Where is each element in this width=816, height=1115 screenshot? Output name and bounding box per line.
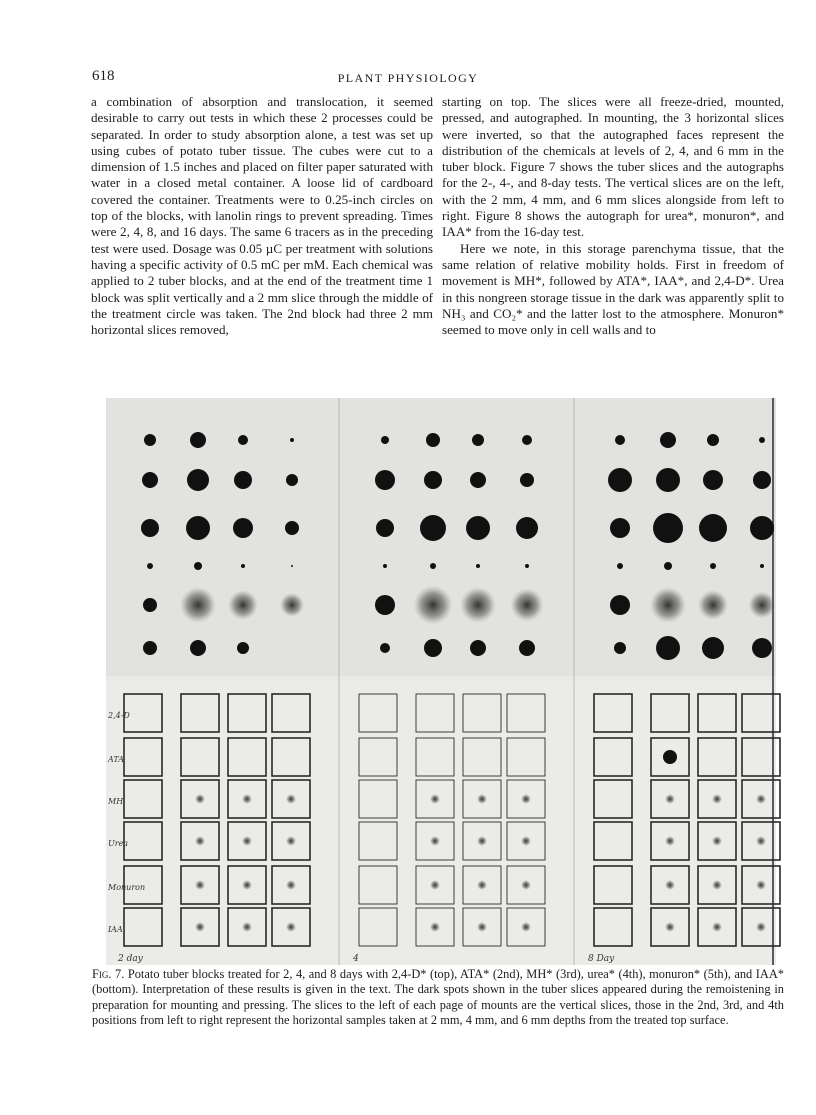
autograph-mark xyxy=(712,836,722,846)
tuber-slice-spot xyxy=(760,564,764,568)
autograph-mark xyxy=(242,880,252,890)
tuber-slice-spot xyxy=(233,518,253,538)
panel-label: 8 Day xyxy=(588,954,615,964)
autograph-mark xyxy=(286,836,296,846)
figure-plate xyxy=(106,398,776,965)
tuber-slice-spot xyxy=(186,516,210,540)
autograph-mark xyxy=(521,880,531,890)
tuber-slice-spot xyxy=(285,521,299,535)
tuber-slice-spot xyxy=(381,436,389,444)
row-label: Urea xyxy=(108,839,129,848)
tuber-slice-spot xyxy=(476,564,480,568)
tuber-slice-spot xyxy=(376,519,394,537)
right-column xyxy=(442,94,784,338)
tuber-slice-spot xyxy=(280,593,304,617)
tuber-slice-spot xyxy=(702,637,724,659)
tuber-slice-spot xyxy=(383,564,387,568)
tuber-slice-spot xyxy=(511,589,544,622)
tuber-slice-spot xyxy=(752,638,772,658)
autograph-mark xyxy=(242,794,252,804)
tuber-slice-spot xyxy=(460,587,496,623)
autograph-mark xyxy=(521,922,531,932)
autograph-mark xyxy=(665,922,675,932)
tuber-slice-spot xyxy=(290,438,294,442)
figure-7 xyxy=(106,398,776,965)
row-label: Monuron xyxy=(108,883,146,892)
tuber-slice-spot xyxy=(470,640,486,656)
tuber-slice-spot xyxy=(141,519,159,537)
tuber-slice-spot xyxy=(466,516,490,540)
row-label: 2,4-D xyxy=(108,711,130,720)
autograph-mark xyxy=(242,836,252,846)
figure-caption-label: Fig. 7. xyxy=(92,967,125,981)
tuber-slice-spot xyxy=(610,518,630,538)
autograph-mark xyxy=(430,794,440,804)
left-column xyxy=(91,94,433,338)
autograph-mark xyxy=(477,880,487,890)
tuber-slice-spot xyxy=(703,470,723,490)
tuber-slice-spot xyxy=(194,562,202,570)
tuber-slice-spot xyxy=(750,516,774,540)
autograph-mark xyxy=(521,794,531,804)
autograph-mark xyxy=(286,922,296,932)
autograph-mark xyxy=(430,880,440,890)
autograph-mark xyxy=(665,794,675,804)
tuber-slice-spot xyxy=(522,435,532,445)
tuber-slice-spot xyxy=(472,434,484,446)
autograph-mark xyxy=(756,836,766,846)
panel-label: 2 day xyxy=(118,954,143,964)
tuber-slice-spot xyxy=(759,437,765,443)
tuber-slice-spot xyxy=(516,517,538,539)
autograph-mark xyxy=(477,922,487,932)
tuber-slice-spot xyxy=(190,432,206,448)
autograph-mark xyxy=(430,836,440,846)
tuber-slice-spot xyxy=(291,565,293,567)
autograph-mark xyxy=(756,794,766,804)
tuber-slice-spot xyxy=(520,473,534,487)
autograph-mark xyxy=(521,836,531,846)
tuber-slice-spot xyxy=(143,598,157,612)
tuber-slice-spot xyxy=(190,640,206,656)
row-label: MH xyxy=(108,797,124,806)
tuber-slice-spot xyxy=(617,563,623,569)
tuber-slice-spot xyxy=(414,586,453,625)
figure-caption xyxy=(92,967,784,1029)
autograph-mark xyxy=(756,922,766,932)
lower-plate-background xyxy=(106,681,776,965)
tuber-slice-spot xyxy=(753,471,771,489)
tuber-slice-spot xyxy=(187,469,209,491)
autograph-mark xyxy=(477,794,487,804)
row-label: ATA xyxy=(108,755,125,764)
tuber-slice-spot xyxy=(653,513,683,543)
tuber-slice-spot xyxy=(710,563,716,569)
tuber-slice-spot xyxy=(664,562,672,570)
autograph-mark xyxy=(477,836,487,846)
right-column-paragraph-1: starting on top. The slices were all freeze-dried, mounted, pressed, and autographed. In mounting, the 3 horizontal slices were inverted, so that the autographed faces represent the distribution of the chemicals at levels of 2, 4, and 6 mm in the tuber block. Figure 7 shows the tuber slices and the autographs for the 2-, 4-, and 8-day tests. The vertical slices are on the left, with the 2 mm, 4 mm, and 6 mm slices alongside from left to right. Figure 8 shows the autograph for urea*, monuron*, and IAA* from the 16-day test. xyxy=(442,94,784,240)
running-head: PLANT PHYSIOLOGY xyxy=(337,71,479,85)
tuber-slice-spot xyxy=(380,643,390,653)
tuber-slice-spot xyxy=(142,472,158,488)
tuber-slice-spot xyxy=(698,590,728,620)
tuber-slice-spot xyxy=(241,564,245,568)
tuber-slice-spot xyxy=(424,639,442,657)
autograph-mark xyxy=(712,794,722,804)
autograph-mark xyxy=(195,794,205,804)
tuber-slice-spot xyxy=(420,515,446,541)
autograph-mark xyxy=(286,794,296,804)
autograph-mark xyxy=(195,836,205,846)
left-column-text: a combination of absorption and translocation, it seemed desirable to carry out tests in which these 2 processes could be separated. In order to study absorption alone, a test was set up using cubes of potato tuber tissue. The cubes were cut to a dimension of 1.5 inches and placed on filter paper saturated with water in a closed metal container. A loose lid of cardboard covered the container. Treatments were to 0.25-inch circles on top of the blocks, with lanolin rings to prevent spreading. Times were 2, 4, 8, and 16 days. The same 6 tracers as in the preceding test were used. Dosage was 0.05 µC per treatment with solutions having a specific activity of 0.5 mC per mM. Each chemical was applied to 2 tuber blocks, and at the end of the treatment time 1 block was split vertically and a 2 mm slice through the middle of the treatment circle was taken. The 2nd block had three 2 mm horizontal slices removed, xyxy=(91,94,433,338)
page-number: 618 xyxy=(92,68,115,84)
tuber-slice-spot xyxy=(180,587,216,623)
autograph-mark xyxy=(195,922,205,932)
tuber-slice-spot xyxy=(430,563,436,569)
tuber-slice-spot xyxy=(375,595,395,615)
tuber-slice-spot xyxy=(143,641,157,655)
tuber-slice-spot xyxy=(699,514,727,542)
tuber-slice-spot xyxy=(615,435,625,445)
tuber-slice-spot xyxy=(749,592,776,619)
autograph-mark xyxy=(430,922,440,932)
tuber-slice-spot xyxy=(238,435,248,445)
autograph-mark xyxy=(242,922,252,932)
autograph-mark xyxy=(286,880,296,890)
tuber-slice-spot xyxy=(519,640,535,656)
tuber-slice-spot xyxy=(147,563,153,569)
tuber-slice-spot xyxy=(707,434,719,446)
tuber-slice-spot xyxy=(424,471,442,489)
figure-caption-text: Potato tuber blocks treated for 2, 4, and 8 days with 2,4-D* (top), ATA* (2nd), MH* (3rd), urea* (4th), monuron* (5th), and IAA* (bottom). Interpretation of these results is given in the text. The dark spots shown in the tuber slices appeared during the remoistening in preparation for mounting and pressing. The slices to the left of each page of mounts are the vertical slices, those in the 2nd, 3rd, and 4th positions from left to right represent the horizontal samples taken at 2 mm, 4 mm, and 6 mm depths from the treated top surface. xyxy=(92,967,784,1028)
autograph-mark xyxy=(756,880,766,890)
tuber-slice-spot xyxy=(660,432,676,448)
autograph-mark xyxy=(663,750,677,764)
tuber-slice-spot xyxy=(650,587,686,623)
tuber-slice-spot xyxy=(237,642,249,654)
autograph-mark xyxy=(195,880,205,890)
tuber-slice-spot xyxy=(656,636,680,660)
tuber-slice-spot xyxy=(525,564,529,568)
tuber-slice-spot xyxy=(375,470,395,490)
autograph-mark xyxy=(712,880,722,890)
row-label: IAA xyxy=(108,925,123,934)
right-column-paragraph-2: Here we note, in this storage parenchyma tissue, that the same relation of relative mobility holds. First in freedom of movement is MH*, followed by ATA*, IAA*, and 2,4-D*. Urea in this nongreen storage tissue in the dark was apparently split to NH₃ and CO₂* and the latter lost to the atmosphere. Monuron* seemed to move only in cell walls and to xyxy=(442,240,784,338)
tuber-slice-spot xyxy=(608,468,632,492)
tuber-slice-spot xyxy=(656,468,680,492)
tuber-slice-spot xyxy=(610,595,630,615)
autograph-mark xyxy=(712,922,722,932)
panel-label: 4 xyxy=(353,954,359,964)
tuber-slice-spot xyxy=(614,642,626,654)
tuber-slice-spot xyxy=(426,433,440,447)
autograph-mark xyxy=(665,836,675,846)
tuber-slice-spot xyxy=(234,471,252,489)
tuber-slice-spot xyxy=(470,472,486,488)
tuber-slice-spot xyxy=(286,474,298,486)
tuber-slice-spot xyxy=(228,590,258,620)
tuber-slice-spot xyxy=(144,434,156,446)
autograph-mark xyxy=(665,880,675,890)
